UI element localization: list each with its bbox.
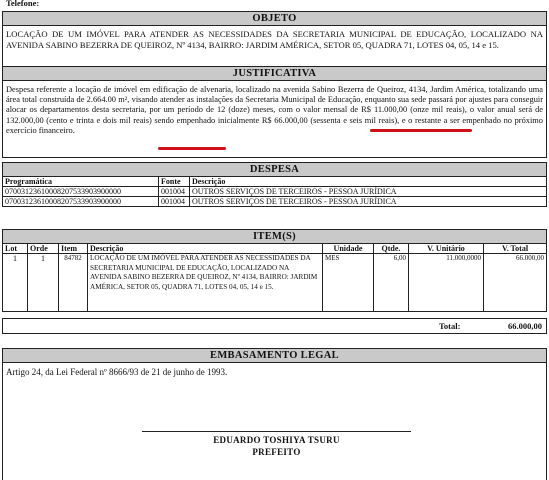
cell-fonte: 001004 (159, 187, 190, 197)
cell-descricao: OUTROS SERVIÇOS DE TERCEIROS - PESSOA JURÍDICA (190, 187, 547, 197)
cell-unidade: MES (323, 254, 374, 312)
col-unidade: Unidade (323, 244, 374, 254)
col-lot: Lot (3, 244, 28, 254)
signature-line (142, 431, 411, 432)
itens-table (2, 243, 547, 312)
despesa-header-row (3, 177, 547, 187)
col-programatica: Programática (3, 177, 159, 187)
cell-item: 84782 (59, 254, 88, 312)
col-qtde: Qtde. (374, 244, 409, 254)
cell-descricao: LOCAÇÃO DE UM IMÓVEL PARA ATENDER AS NECESSIDADES DA SECRETARIA MUNICIPAL DE EDUCAÇÃO, LOCALIZADO NA AVENIDA SABINO BEZERRA DE QUEIROZ, Nº 4134, BAIRRO: JARDIM AMÉRICA, SETOR 05, QUADRA 71, LOTES 04, 05, 14 e 15. (88, 254, 323, 312)
table-row (3, 254, 547, 312)
col-fonte: Fonte (159, 177, 190, 187)
signature-title: PREFEITO (252, 447, 301, 457)
objeto-header: OBJETO (2, 11, 547, 26)
highlight-initial-value (158, 147, 226, 150)
col-descricao: Descrição (190, 177, 547, 187)
table-row (3, 197, 547, 207)
despesa-header: DESPESA (2, 162, 547, 177)
cell-programatica: 07003123610008207533903900000 (3, 187, 159, 197)
telefone-label: Telefone: (6, 0, 40, 8)
total-value: 66.000,00 (508, 321, 542, 331)
col-descricao: Descrição (88, 244, 323, 254)
highlight-annual-value (370, 129, 472, 132)
embasamento-header: EMBASAMENTO LEGAL (2, 348, 547, 363)
total-label: Total: (439, 321, 461, 331)
col-vunitario: V. Unitário (409, 244, 484, 254)
itens-header-row (3, 244, 547, 254)
table-row (3, 187, 547, 197)
col-vtotal: V. Total (484, 244, 547, 254)
embasamento-text: Artigo 24, da Lei Federal nº 8666/93 de 21 de junho de 1993. (6, 367, 228, 377)
cell-descricao: OUTROS SERVIÇOS DE TERCEIROS - PESSOA JURÍDICA (190, 197, 547, 207)
justificativa-text: Despesa referente a locação de imóvel em edificação de alvenaria, localizado na avenida Sabino Bezerra de Queiroz, 4134, Jardim América, totalizando uma área total construída de 2.664.00 m², visando atender as instalações da Secretaria Municipal de Educação, enquanto sua sede passará por ajustes para conseguir alocar os departamentos desta secretaria, por um período de 12 (doze) meses, com o valor mensal de R$ 11.000,00 (onze mil reais), o valor anual será de 132.000,00 (cento e trinta e dois mil reais) sendo empenhado inicialmente R$ 66.000,00 (sessenta e seis mil reais), e o restante a ser empenhado no próximo exercício financeiro. (6, 85, 543, 135)
col-ordem: Orde (28, 244, 59, 254)
col-item: Item (59, 244, 88, 254)
objeto-box (2, 25, 547, 67)
despesa-table (2, 176, 547, 207)
signature-name: EDUARDO TOSHIYA TSURU (213, 435, 340, 445)
cell-ordem: 1 (28, 254, 59, 312)
objeto-text: LOCAÇÃO DE UM IMÓVEL PARA ATENDER AS NECESSIDADES DA SECRETARIA MUNICIPAL DE EDUCAÇÃO, LOCALIZADO NA AVENIDA SABINO BEZERRA DE QUEIROZ, Nº 4134, BAIRRO: JARDIM AMÉRICA, SETOR 05, QUADRA 71, LOTES 04, 05, 14 e 15. (6, 29, 543, 50)
itens-header: ITEM(S) (2, 229, 547, 244)
cell-vunitario: 11.000,0000 (409, 254, 484, 312)
cell-lot: 1 (3, 254, 28, 312)
justificativa-box (2, 80, 547, 158)
cell-programatica: 07003123610008207533903900000 (3, 197, 159, 207)
cell-vtotal: 66.000,00 (484, 254, 547, 312)
cell-fonte: 001004 (159, 197, 190, 207)
embasamento-box (2, 362, 547, 480)
cell-qtde: 6,00 (374, 254, 409, 312)
justificativa-header: JUSTIFICATIVA (2, 66, 547, 81)
itens-total-row (2, 318, 547, 334)
